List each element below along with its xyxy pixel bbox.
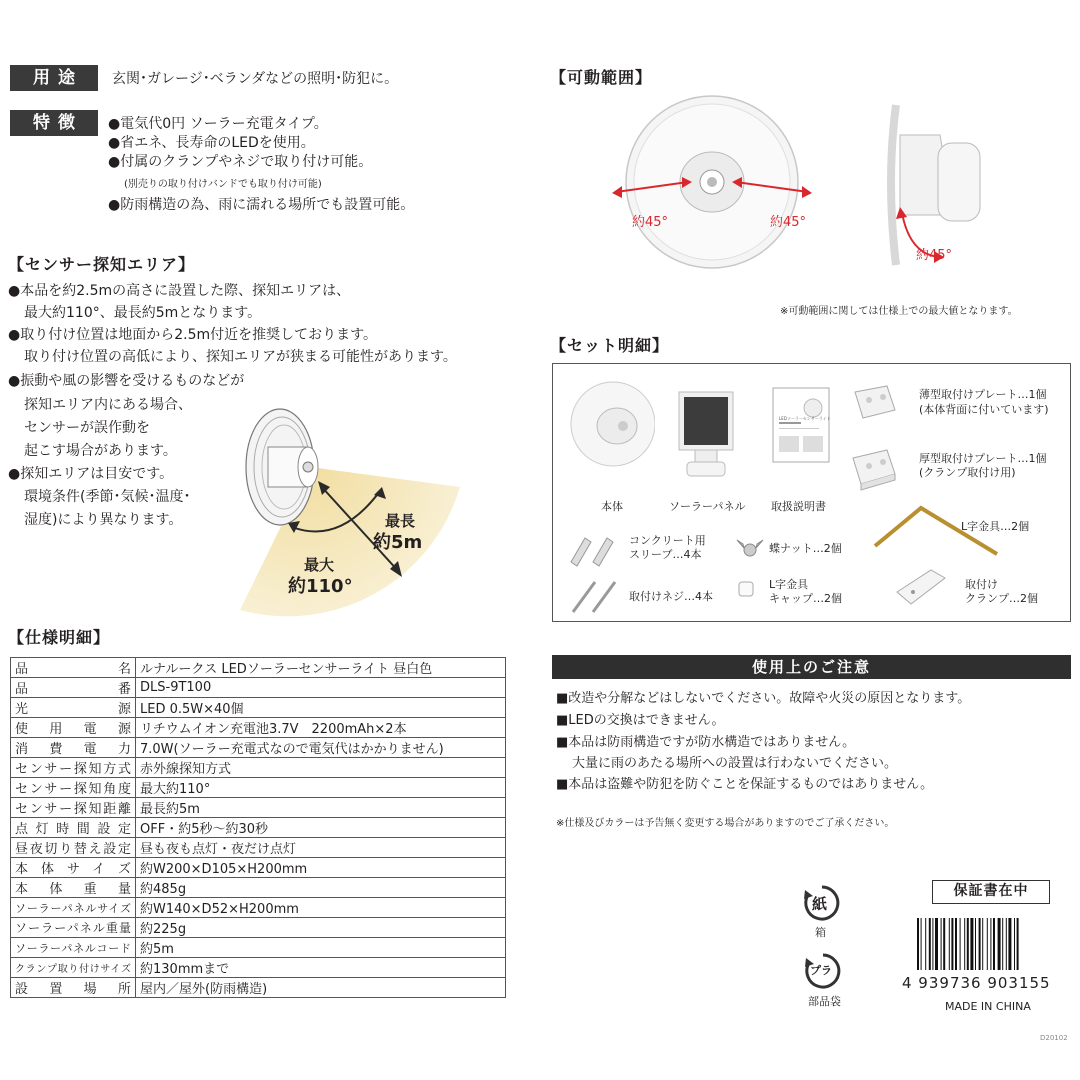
spec-key: 設置場所 bbox=[11, 978, 136, 998]
barcode-bar bbox=[1002, 918, 1003, 970]
caption-solar: ソーラーパネル bbox=[669, 500, 746, 513]
spec-key: 品番 bbox=[11, 678, 136, 698]
thick-plate-icon bbox=[847, 444, 901, 496]
wing-nut-icon bbox=[735, 536, 765, 560]
sensor-line: ●本品を約2.5mの高さに設置した際、探知エリアは、 bbox=[8, 283, 351, 299]
barcode-bar bbox=[990, 918, 991, 970]
caution-line: 大量に雨のあたる場所への設置は行わないでください。 bbox=[572, 756, 898, 771]
barcode-bar bbox=[932, 918, 933, 970]
caption-cap-1: L字金具 bbox=[769, 578, 809, 591]
plastic-label: 部品袋 bbox=[808, 995, 841, 1008]
spec-row bbox=[11, 978, 506, 998]
spec-row bbox=[11, 738, 506, 758]
movable-angle-side: 約45° bbox=[916, 248, 953, 263]
caution-line: ■改造や分解などはしないでください。故障や火災の原因となります。 bbox=[556, 691, 971, 706]
barcode-bar bbox=[979, 918, 981, 970]
feature-note: (別売りの取り付けバンドでも取り付け可能) bbox=[124, 179, 322, 190]
spec-value: OFF・約5秒〜約30秒 bbox=[136, 818, 506, 838]
barcode-bar bbox=[941, 918, 942, 970]
spec-row bbox=[11, 798, 506, 818]
barcode-bar bbox=[975, 918, 976, 970]
caution-line: ■本品は盗難や防犯を防ぐことを保証するものではありません。 bbox=[556, 777, 934, 792]
movable-angle-right: 約45° bbox=[770, 215, 807, 230]
barcode-bar bbox=[955, 918, 957, 970]
barcode-bar bbox=[925, 918, 926, 970]
thin-plate-icon bbox=[849, 382, 899, 427]
spec-key: 本体サイズ bbox=[11, 858, 136, 878]
barcode-bar bbox=[1014, 918, 1015, 970]
movable-note: ※可動範囲に関しては仕様上での最大値となります。 bbox=[780, 306, 1018, 317]
feature-item: ●防雨構造の為、雨に濡れる場所でも設置可能。 bbox=[108, 197, 415, 213]
caution-title: 使用上のご注意 bbox=[552, 655, 1071, 679]
spec-value: 約485g bbox=[136, 878, 506, 898]
range-label-top: 最長 bbox=[385, 512, 416, 530]
barcode-bar bbox=[921, 918, 922, 970]
caption-clamp-1: 取付け bbox=[965, 578, 998, 591]
spec-row bbox=[11, 878, 506, 898]
spec-row bbox=[11, 938, 506, 958]
sensor-heading: 【センサー探知エリア】 bbox=[8, 255, 196, 274]
sensor-line: 環境条件(季節･気候･温度･ bbox=[24, 489, 191, 505]
features-label: 特徴 bbox=[10, 110, 98, 136]
caption-l-bracket: L字金具…2個 bbox=[961, 520, 1030, 533]
warranty-badge: 保証書在中 bbox=[932, 880, 1050, 904]
spec-key: 品名 bbox=[11, 658, 136, 678]
caption-manual: 取扱説明書 bbox=[771, 500, 826, 513]
feature-item: ●省エネ、長寿命のLEDを使用。 bbox=[108, 135, 315, 151]
spec-row bbox=[11, 918, 506, 938]
spec-value: 屋内／屋外(防雨構造) bbox=[136, 978, 506, 998]
spec-value: 赤外線探知方式 bbox=[136, 758, 506, 778]
l-bracket-icon bbox=[871, 504, 1001, 564]
barcode-bar bbox=[1006, 918, 1007, 970]
spec-key: 光源 bbox=[11, 698, 136, 718]
spec-key: 昼夜切り替え設定 bbox=[11, 838, 136, 858]
spec-row bbox=[11, 838, 506, 858]
spec-key: 使用電源 bbox=[11, 718, 136, 738]
caption-sleeve-2: スリーブ…4本 bbox=[629, 548, 702, 561]
spec-table bbox=[10, 657, 506, 998]
caption-wing-nut: 蝶ナット…2個 bbox=[769, 542, 842, 555]
spec-value: 約W140×D52×H200mm bbox=[136, 898, 506, 918]
spec-value: 7.0W(ソーラー充電式なので電気代はかかりません) bbox=[136, 738, 506, 758]
barcode-bar bbox=[970, 918, 973, 970]
spec-value: 約W200×D105×H200mm bbox=[136, 858, 506, 878]
sensor-line: 取り付け位置の高低により、探知エリアが狭まる可能性があります。 bbox=[24, 349, 457, 365]
print-code: D20102 bbox=[1040, 1034, 1068, 1042]
spec-row bbox=[11, 698, 506, 718]
spec-key: ソーラーパネルコード bbox=[11, 938, 136, 958]
sensor-line: ●取り付け位置は地面から2.5m付近を推奨しております。 bbox=[8, 327, 377, 343]
caption-thin-plate-note: (本体背面に付いています) bbox=[919, 403, 1049, 416]
barcode-bar bbox=[993, 918, 995, 970]
caution-line: ■LEDの交換はできません。 bbox=[556, 713, 725, 728]
spec-value: 昼も夜も点灯・夜だけ点灯 bbox=[136, 838, 506, 858]
spec-row bbox=[11, 958, 506, 978]
spec-row bbox=[11, 678, 506, 698]
caption-thin-plate: 薄型取付けプレート…1個 bbox=[919, 388, 1047, 401]
spec-key: センサー探知距離 bbox=[11, 798, 136, 818]
caption-sleeve-1: コンクリート用 bbox=[629, 534, 706, 547]
barcode-bar bbox=[943, 918, 945, 970]
angle-label-bottom: 約110° bbox=[288, 576, 353, 597]
caption-clamp-2: クランプ…2個 bbox=[965, 592, 1038, 605]
sensor-line: 起こす場合があります。 bbox=[24, 443, 177, 459]
sensor-line: 最大約110°、最長約5mとなります。 bbox=[24, 305, 262, 321]
spec-value: 約130mmまで bbox=[136, 958, 506, 978]
spec-key: センサー探知方式 bbox=[11, 758, 136, 778]
angle-label-top: 最大 bbox=[304, 556, 335, 574]
barcode-bar bbox=[967, 918, 969, 970]
set-body-illustration bbox=[565, 376, 655, 471]
caution-footnote: ※仕様及びカラーは予告無く変更する場合がありますのでご了承ください。 bbox=[556, 818, 895, 829]
spec-row bbox=[11, 758, 506, 778]
spec-key: クランプ取り付けサイズ bbox=[11, 958, 136, 978]
spec-value: 最大約110° bbox=[136, 778, 506, 798]
caution-line: ■本品は防雨構造ですが防水構造ではありません。 bbox=[556, 735, 856, 750]
set-manual-illustration bbox=[771, 386, 833, 466]
spec-value: DLS-9T100 bbox=[136, 678, 506, 698]
movable-angle-left: 約45° bbox=[632, 215, 669, 230]
spec-row bbox=[11, 898, 506, 918]
manual-title-text: LEDソーラーセンサーライト bbox=[779, 416, 831, 421]
spec-value: ルナルークス LEDソーラーセンサーライト 昼白色 bbox=[136, 658, 506, 678]
barcode-bar bbox=[951, 918, 953, 970]
barcode-bar bbox=[982, 918, 983, 970]
spec-value: リチウムイオン充電池3.7V 2200mAh×2本 bbox=[136, 718, 506, 738]
barcode-bar bbox=[1008, 918, 1011, 970]
spec-row bbox=[11, 718, 506, 738]
barcode-bar bbox=[935, 918, 938, 970]
barcode-bar bbox=[929, 918, 931, 970]
barcode-bar bbox=[949, 918, 950, 970]
spec-row bbox=[11, 858, 506, 878]
sensor-line: センサーが誤作動を bbox=[24, 420, 150, 436]
bracket-cap-icon bbox=[735, 578, 757, 600]
spec-key: 点灯時間設定 bbox=[11, 818, 136, 838]
clamp-icon bbox=[891, 564, 951, 612]
barcode-bar bbox=[998, 918, 1001, 970]
set-solar-illustration bbox=[671, 386, 741, 481]
usage-label: 用途 bbox=[10, 65, 98, 91]
range-label-bottom: 約5m bbox=[373, 532, 423, 553]
barcode-bar bbox=[960, 918, 961, 970]
spec-row bbox=[11, 778, 506, 798]
sensor-line: 探知エリア内にある場合、 bbox=[24, 397, 192, 413]
barcode-number: 4 939736 903155 bbox=[902, 974, 1051, 992]
made-in: MADE IN CHINA bbox=[945, 1000, 1031, 1013]
barcode bbox=[915, 918, 1060, 973]
spec-key: ソーラーパネルサイズ bbox=[11, 898, 136, 918]
spec-heading: 【仕様明細】 bbox=[8, 628, 111, 647]
paper-mark: 紙 bbox=[812, 895, 828, 913]
barcode-bar bbox=[964, 918, 965, 970]
caption-cap-2: キャップ…2個 bbox=[769, 592, 842, 605]
spec-row bbox=[11, 658, 506, 678]
sleeve-icon bbox=[567, 528, 619, 568]
sensor-line: ●探知エリアは目安です。 bbox=[8, 466, 174, 482]
movable-front-illustration bbox=[610, 90, 830, 275]
spec-value: 最長約5m bbox=[136, 798, 506, 818]
feature-item: ●付属のクランプやネジで取り付け可能。 bbox=[108, 154, 373, 170]
sensor-line: ●振動や風の影響を受けるものなどが bbox=[8, 373, 245, 389]
spec-key: 本体重量 bbox=[11, 878, 136, 898]
spec-value: 約5m bbox=[136, 938, 506, 958]
feature-item: ●電気代0円 ソーラー充電タイプ。 bbox=[108, 116, 328, 132]
caption-body: 本体 bbox=[601, 500, 623, 513]
set-heading: 【セット明細】 bbox=[550, 336, 670, 355]
spec-key: 消費電力 bbox=[11, 738, 136, 758]
movable-heading: 【可動範囲】 bbox=[550, 68, 653, 87]
barcode-bar bbox=[917, 918, 919, 970]
caption-thick-plate-note: (クランプ取付け用) bbox=[919, 466, 1016, 479]
plastic-mark: プラ bbox=[810, 964, 832, 977]
sensor-line: 湿度)により異なります。 bbox=[24, 512, 183, 528]
barcode-bar bbox=[1017, 918, 1019, 970]
spec-row bbox=[11, 818, 506, 838]
spec-value: LED 0.5W×40個 bbox=[136, 698, 506, 718]
barcode-bar bbox=[987, 918, 988, 970]
spec-key: ソーラーパネル重量 bbox=[11, 918, 136, 938]
caption-screws: 取付けネジ…4本 bbox=[629, 590, 713, 603]
spec-value: 約225g bbox=[136, 918, 506, 938]
set-contents-box bbox=[552, 363, 1071, 622]
paper-label: 箱 bbox=[815, 926, 826, 939]
usage-text: 玄関･ガレージ･ベランダなどの照明･防犯に。 bbox=[112, 71, 399, 87]
caption-thick-plate: 厚型取付けプレート…1個 bbox=[919, 452, 1047, 465]
spec-key: センサー探知角度 bbox=[11, 778, 136, 798]
screws-icon bbox=[567, 576, 623, 616]
